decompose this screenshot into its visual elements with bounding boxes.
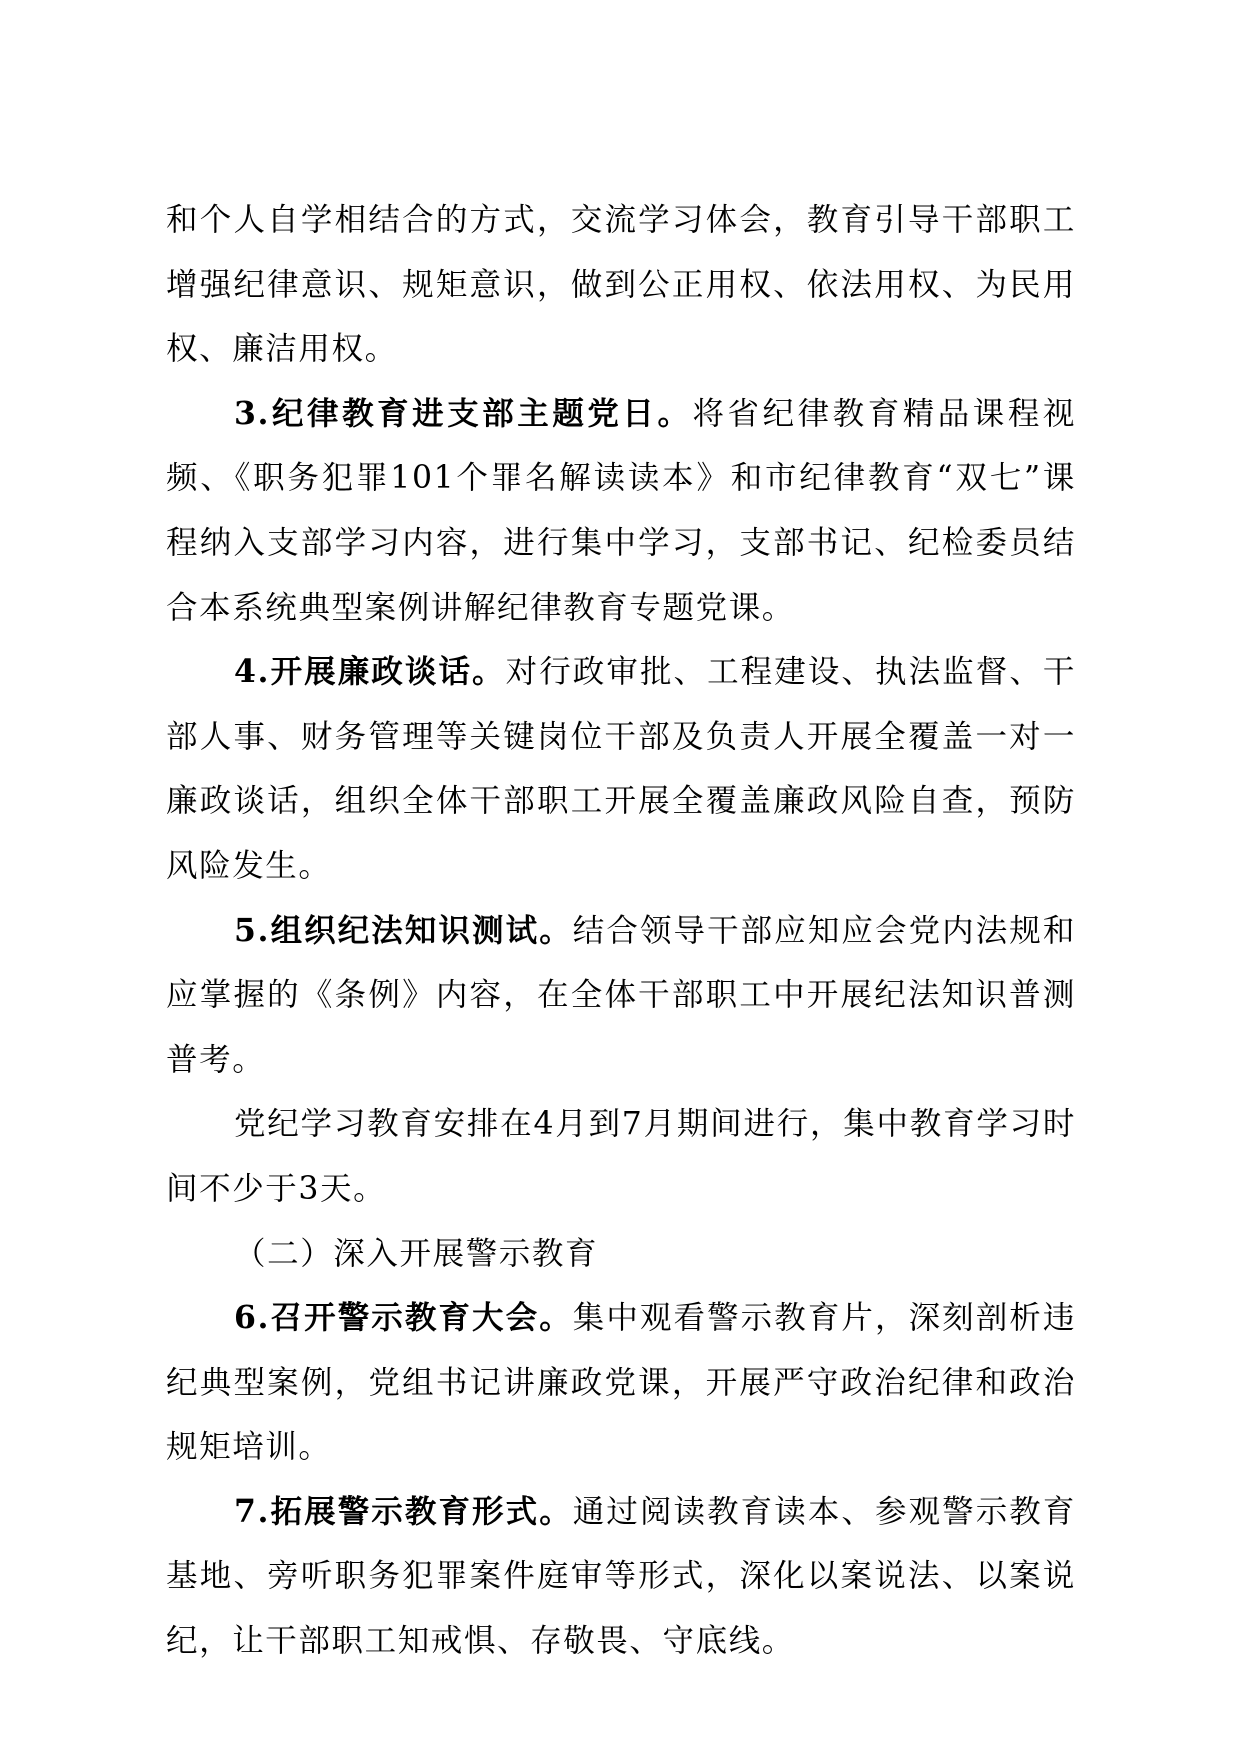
item-heading: 5.组织纪法知识测试。 <box>234 911 573 949</box>
document-body <box>166 188 1076 1674</box>
item-body: 对行政审批、工程建设、执法监督、干部人事、财务管理等关键岗位干部及负责人开展全覆盖一对一廉政谈话，组织全体干部职工开展全覆盖廉政风险自查，预防风险发生。 <box>166 654 1076 884</box>
section-title-text: （二）深入开展警示教育 <box>234 1235 599 1272</box>
item-body: 通过阅读教育读本、参观警示教育基地、旁听职务犯罪案件庭审等形式，深化以案说法、以案说纪，让干部职工知戒惧、存敬畏、守底线。 <box>166 1493 1076 1660</box>
paragraph-text: 党纪学习教育安排在4月到7月期间进行，集中教育学习时间不少于3天。 <box>166 1106 1076 1207</box>
item-heading: 4.开展廉政谈话。 <box>234 653 506 691</box>
item-body: 集中观看警示教育片，深刻剖析违纪典型案例，党组书记讲廉政党课，开展严守政治纪律和政治规矩培训。 <box>166 1300 1076 1466</box>
item-body: 将省纪律教育精品课程视频、《职务犯罪101个罪名解读读本》和市纪律教育“双七”课程纳入支部学习内容，进行集中学习，支部书记、纪检委员结合本系统典型案例讲解纪律教育专题党课。 <box>166 395 1076 626</box>
item-body: 结合领导干部应知应会党内法规和应掌握的《条例》内容，在全体干部职工中开展纪法知识普测普考。 <box>166 912 1076 1078</box>
paragraph-item-7 <box>166 1480 1076 1674</box>
paragraph-item-5 <box>166 899 1076 1093</box>
item-heading: 7.拓展警示教育形式。 <box>234 1492 573 1530</box>
item-heading: 3.纪律教育进支部主题党日。 <box>234 394 693 432</box>
paragraph-item-4 <box>166 640 1076 898</box>
item-heading: 6.召开警示教育大会。 <box>234 1299 573 1337</box>
paragraph-item-3 <box>166 382 1076 640</box>
section-title <box>166 1222 1076 1287</box>
paragraph-item-6 <box>166 1286 1076 1480</box>
paragraph-continued <box>166 188 1076 382</box>
paragraph-text: 和个人自学相结合的方式，交流学习体会，教育引导干部职工增强纪律意识、规矩意识，做到公正用权、依法用权、为民用权、廉洁用权。 <box>166 202 1076 368</box>
paragraph-schedule <box>166 1092 1076 1221</box>
